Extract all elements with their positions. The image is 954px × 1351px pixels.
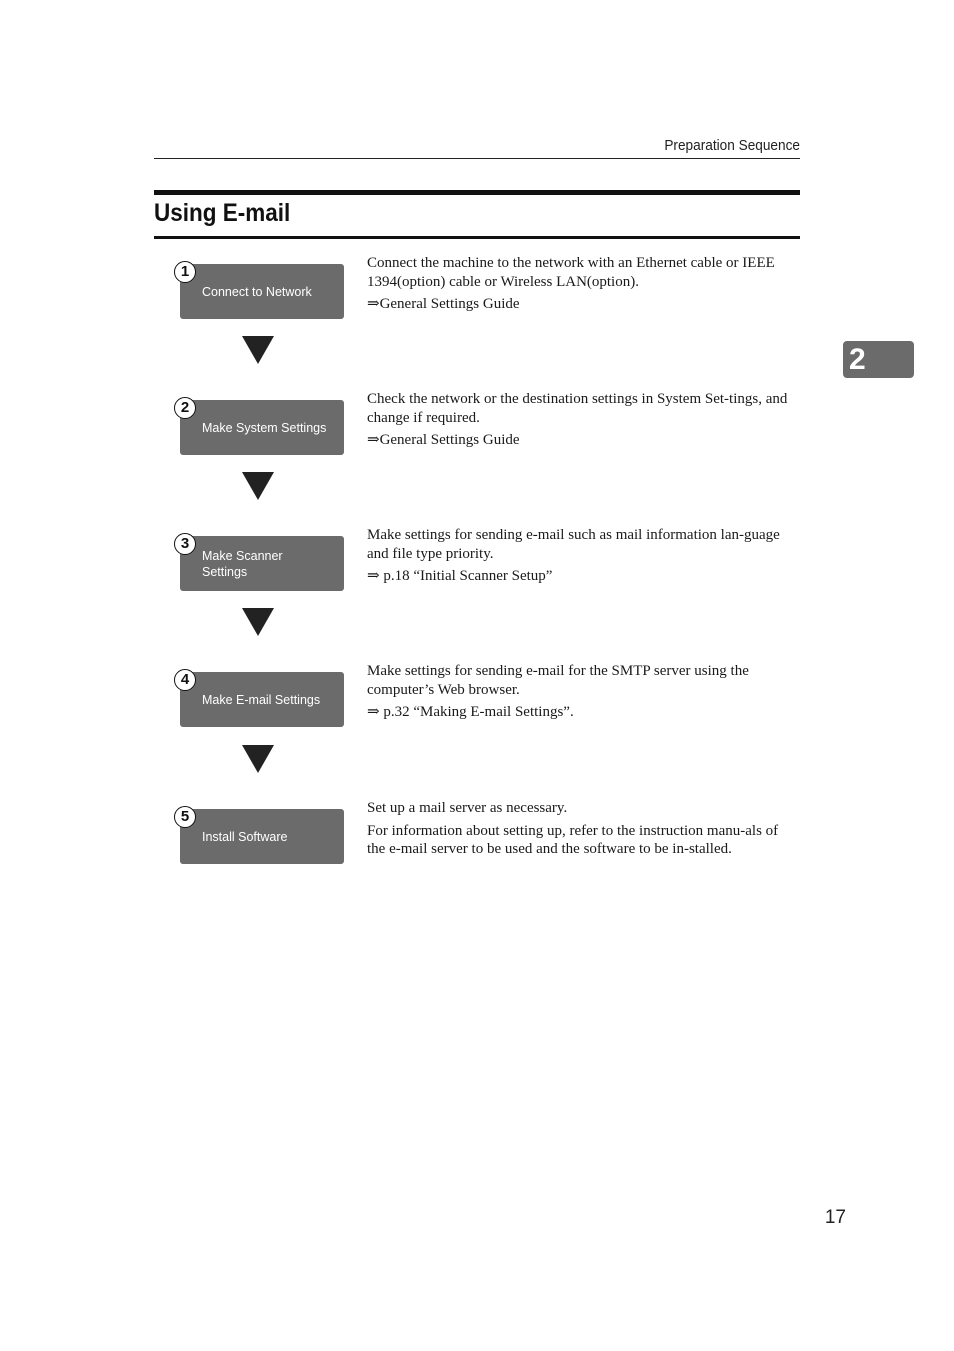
step-box-make-email-settings	[180, 672, 344, 727]
step-description-2	[367, 390, 797, 454]
step-description-text: Make settings for sending e-mail such as mail information lan-guage and file type priority.	[367, 527, 780, 562]
down-arrow-icon	[242, 336, 274, 364]
section-title: Using E-mail	[154, 199, 291, 227]
chapter-number: 2	[849, 343, 866, 376]
title-rule-top	[154, 190, 800, 195]
step-number-badge: 1	[174, 261, 196, 283]
step-description-3	[367, 526, 797, 590]
step-box-make-system-settings	[180, 400, 344, 455]
step-number-badge: 5	[174, 806, 196, 828]
step-description-text: Connect the machine to the network with an Ethernet cable or IEEE 1394(option) cable or Wireless LAN(option).	[367, 255, 775, 290]
step-description-text: Check the network or the destination settings in System Set-tings, and change if required.	[367, 391, 788, 426]
step-label: Make System Settings	[202, 420, 327, 435]
step-label: Connect to Network	[202, 284, 312, 299]
step-reference-link[interactable]: ⇒General Settings Guide	[367, 432, 520, 448]
step-description-4	[367, 662, 797, 726]
step-label: Install Software	[202, 829, 288, 844]
step-box-connect-to-network	[180, 264, 344, 319]
step-reference-link[interactable]: ⇒ p.32 “Making E-mail Settings”.	[367, 704, 574, 720]
step-number-badge: 3	[174, 533, 196, 555]
step-description-text: Set up a mail server as necessary.	[367, 800, 568, 816]
step-box-install-software	[180, 809, 344, 864]
step-number-badge: 2	[174, 397, 196, 419]
step-reference-link[interactable]: ⇒ p.18 “Initial Scanner Setup”	[367, 568, 553, 584]
step-description-5	[367, 799, 797, 863]
down-arrow-icon	[242, 608, 274, 636]
step-number-badge: 4	[174, 669, 196, 691]
chapter-tab	[843, 341, 914, 378]
step-reference-link[interactable]: ⇒General Settings Guide	[367, 296, 520, 312]
step-description-detail: For information about setting up, refer to the instruction manu-als of the e-mail server to be used and the software to be in-stalled.	[367, 822, 779, 857]
page-number: 17	[824, 1207, 846, 1228]
step-description-text: Make settings for sending e-mail for the SMTP server using the computer’s Web browser.	[367, 663, 749, 698]
down-arrow-icon	[242, 472, 274, 500]
step-label: Make Scanner Settings	[202, 548, 283, 579]
title-rule-bottom	[154, 236, 800, 239]
running-header: Preparation Sequence	[664, 138, 800, 154]
step-description-1	[367, 254, 797, 318]
step-box-make-scanner-settings	[180, 536, 344, 591]
down-arrow-icon	[242, 745, 274, 773]
step-label: Make E-mail Settings	[202, 692, 321, 707]
header-rule	[154, 158, 800, 159]
